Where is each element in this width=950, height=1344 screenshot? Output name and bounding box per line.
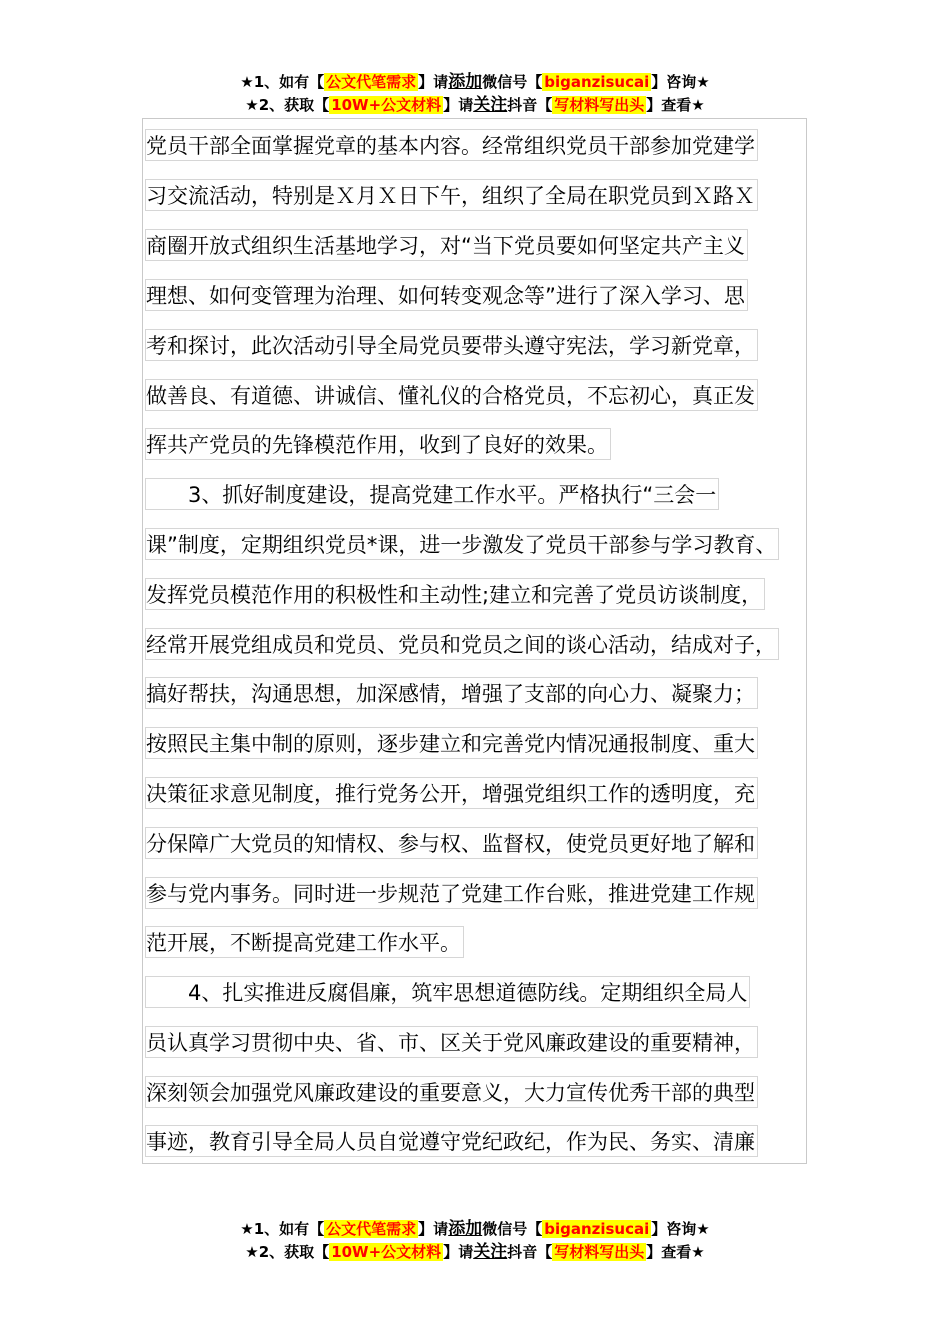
- text-line: 发挥党员模范作用的积极性和主动性;建立和完善了党员访谈制度，: [145, 578, 765, 610]
- text-line: 习交流活动，特别是Ｘ月Ｘ日下午，组织了全局在职党员到Ｘ路Ｘ: [145, 179, 758, 211]
- text-line: 深刻领会加强党风廉政建设的重要意义，大力宣传优秀干部的典型: [145, 1076, 758, 1108]
- text-line: 党员干部全面掌握党章的基本内容。经常组织党员干部参加党建学: [145, 129, 758, 161]
- text-line: 决策征求意见制度，推行党务公开，增强党组织工作的透明度，充: [145, 777, 758, 809]
- douyin-account: 写材料写出头: [554, 1243, 645, 1261]
- text-line: 商圈开放式组织生活基地学习，对“当下党员要如何坚定共产主义: [145, 229, 748, 261]
- banner-line-2: ★2、获取【 10W+公文材料 】请关注抖音【 写材料写出头 】查看★: [245, 1242, 705, 1262]
- text-line: 按照民主集中制的原则，逐步建立和完善党内情况通报制度、重大: [145, 727, 758, 759]
- star-icon: ★: [691, 1243, 705, 1261]
- text-line: 考和探讨，此次活动引导全局党员要带头遵守宪法，学习新党章，: [145, 329, 758, 361]
- text-line: 4、扎实推进反腐倡廉，筑牢思想道德防线。定期组织全局人: [145, 976, 750, 1008]
- text-line: 经常开展党组成员和党员、党员和党员之间的谈心活动，结成对子，: [145, 628, 779, 660]
- wechat-id: biganzisucai: [544, 1220, 650, 1238]
- wechat-id: biganzisucai: [544, 73, 650, 91]
- text-line: 3、抓好制度建设，提高党建工作水平。严格执行“三会一: [145, 478, 719, 510]
- text-line: 课”制度，定期组织党员*课，进一步激发了党员干部参与学习教育、: [145, 528, 779, 560]
- banner-line-1: ★1、如有【 公文代笔需求 】请添加微信号【 biganzisucai 】咨询★: [240, 72, 710, 92]
- highlight-text: 10W+公文材料: [331, 1243, 442, 1261]
- text-line: 理想、如何变管理为治理、如何转变观念等”进行了深入学习、思: [145, 279, 748, 311]
- text-line: 分保障广大党员的知情权、参与权、监督权，使党员更好地了解和: [145, 827, 758, 859]
- text-line: 范开展，不断提高党建工作水平。: [145, 926, 464, 958]
- text-line: 员认真学习贯彻中央、省、市、区关于党风廉政建设的重要精神，: [145, 1026, 758, 1058]
- text-line: 搞好帮扶，沟通思想，加深感情，增强了支部的向心力、凝聚力；: [145, 677, 758, 709]
- star-icon: ★: [696, 73, 710, 91]
- highlight-text: 公文代笔需求: [326, 1220, 417, 1238]
- highlight-text: 公文代笔需求: [326, 73, 417, 91]
- text-line: 挥共产党员的先锋模范作用，收到了良好的效果。: [145, 428, 611, 460]
- star-icon: ★: [245, 1243, 259, 1261]
- text-line: 参与党内事务。同时进一步规范了党建工作台账，推进党建工作规: [145, 877, 758, 909]
- text-line: 事迹，教育引导全局人员自觉遵守党纪政纪，作为民、务实、清廉: [145, 1125, 758, 1157]
- banner-line-1: ★1、如有【 公文代笔需求 】请添加微信号【 biganzisucai 】咨询★: [240, 1219, 710, 1239]
- banner-line-2: ★2、获取【 10W+公文材料 】请关注抖音【 写材料写出头 】查看★: [245, 95, 705, 115]
- star-icon: ★: [240, 1220, 254, 1238]
- star-icon: ★: [691, 96, 705, 114]
- douyin-account: 写材料写出头: [554, 96, 645, 114]
- star-icon: ★: [696, 1220, 710, 1238]
- highlight-text: 10W+公文材料: [331, 96, 442, 114]
- star-icon: ★: [245, 96, 259, 114]
- text-line: 做善良、有道德、讲诚信、懂礼仪的合格党员，不忘初心，真正发: [145, 379, 758, 411]
- star-icon: ★: [240, 73, 254, 91]
